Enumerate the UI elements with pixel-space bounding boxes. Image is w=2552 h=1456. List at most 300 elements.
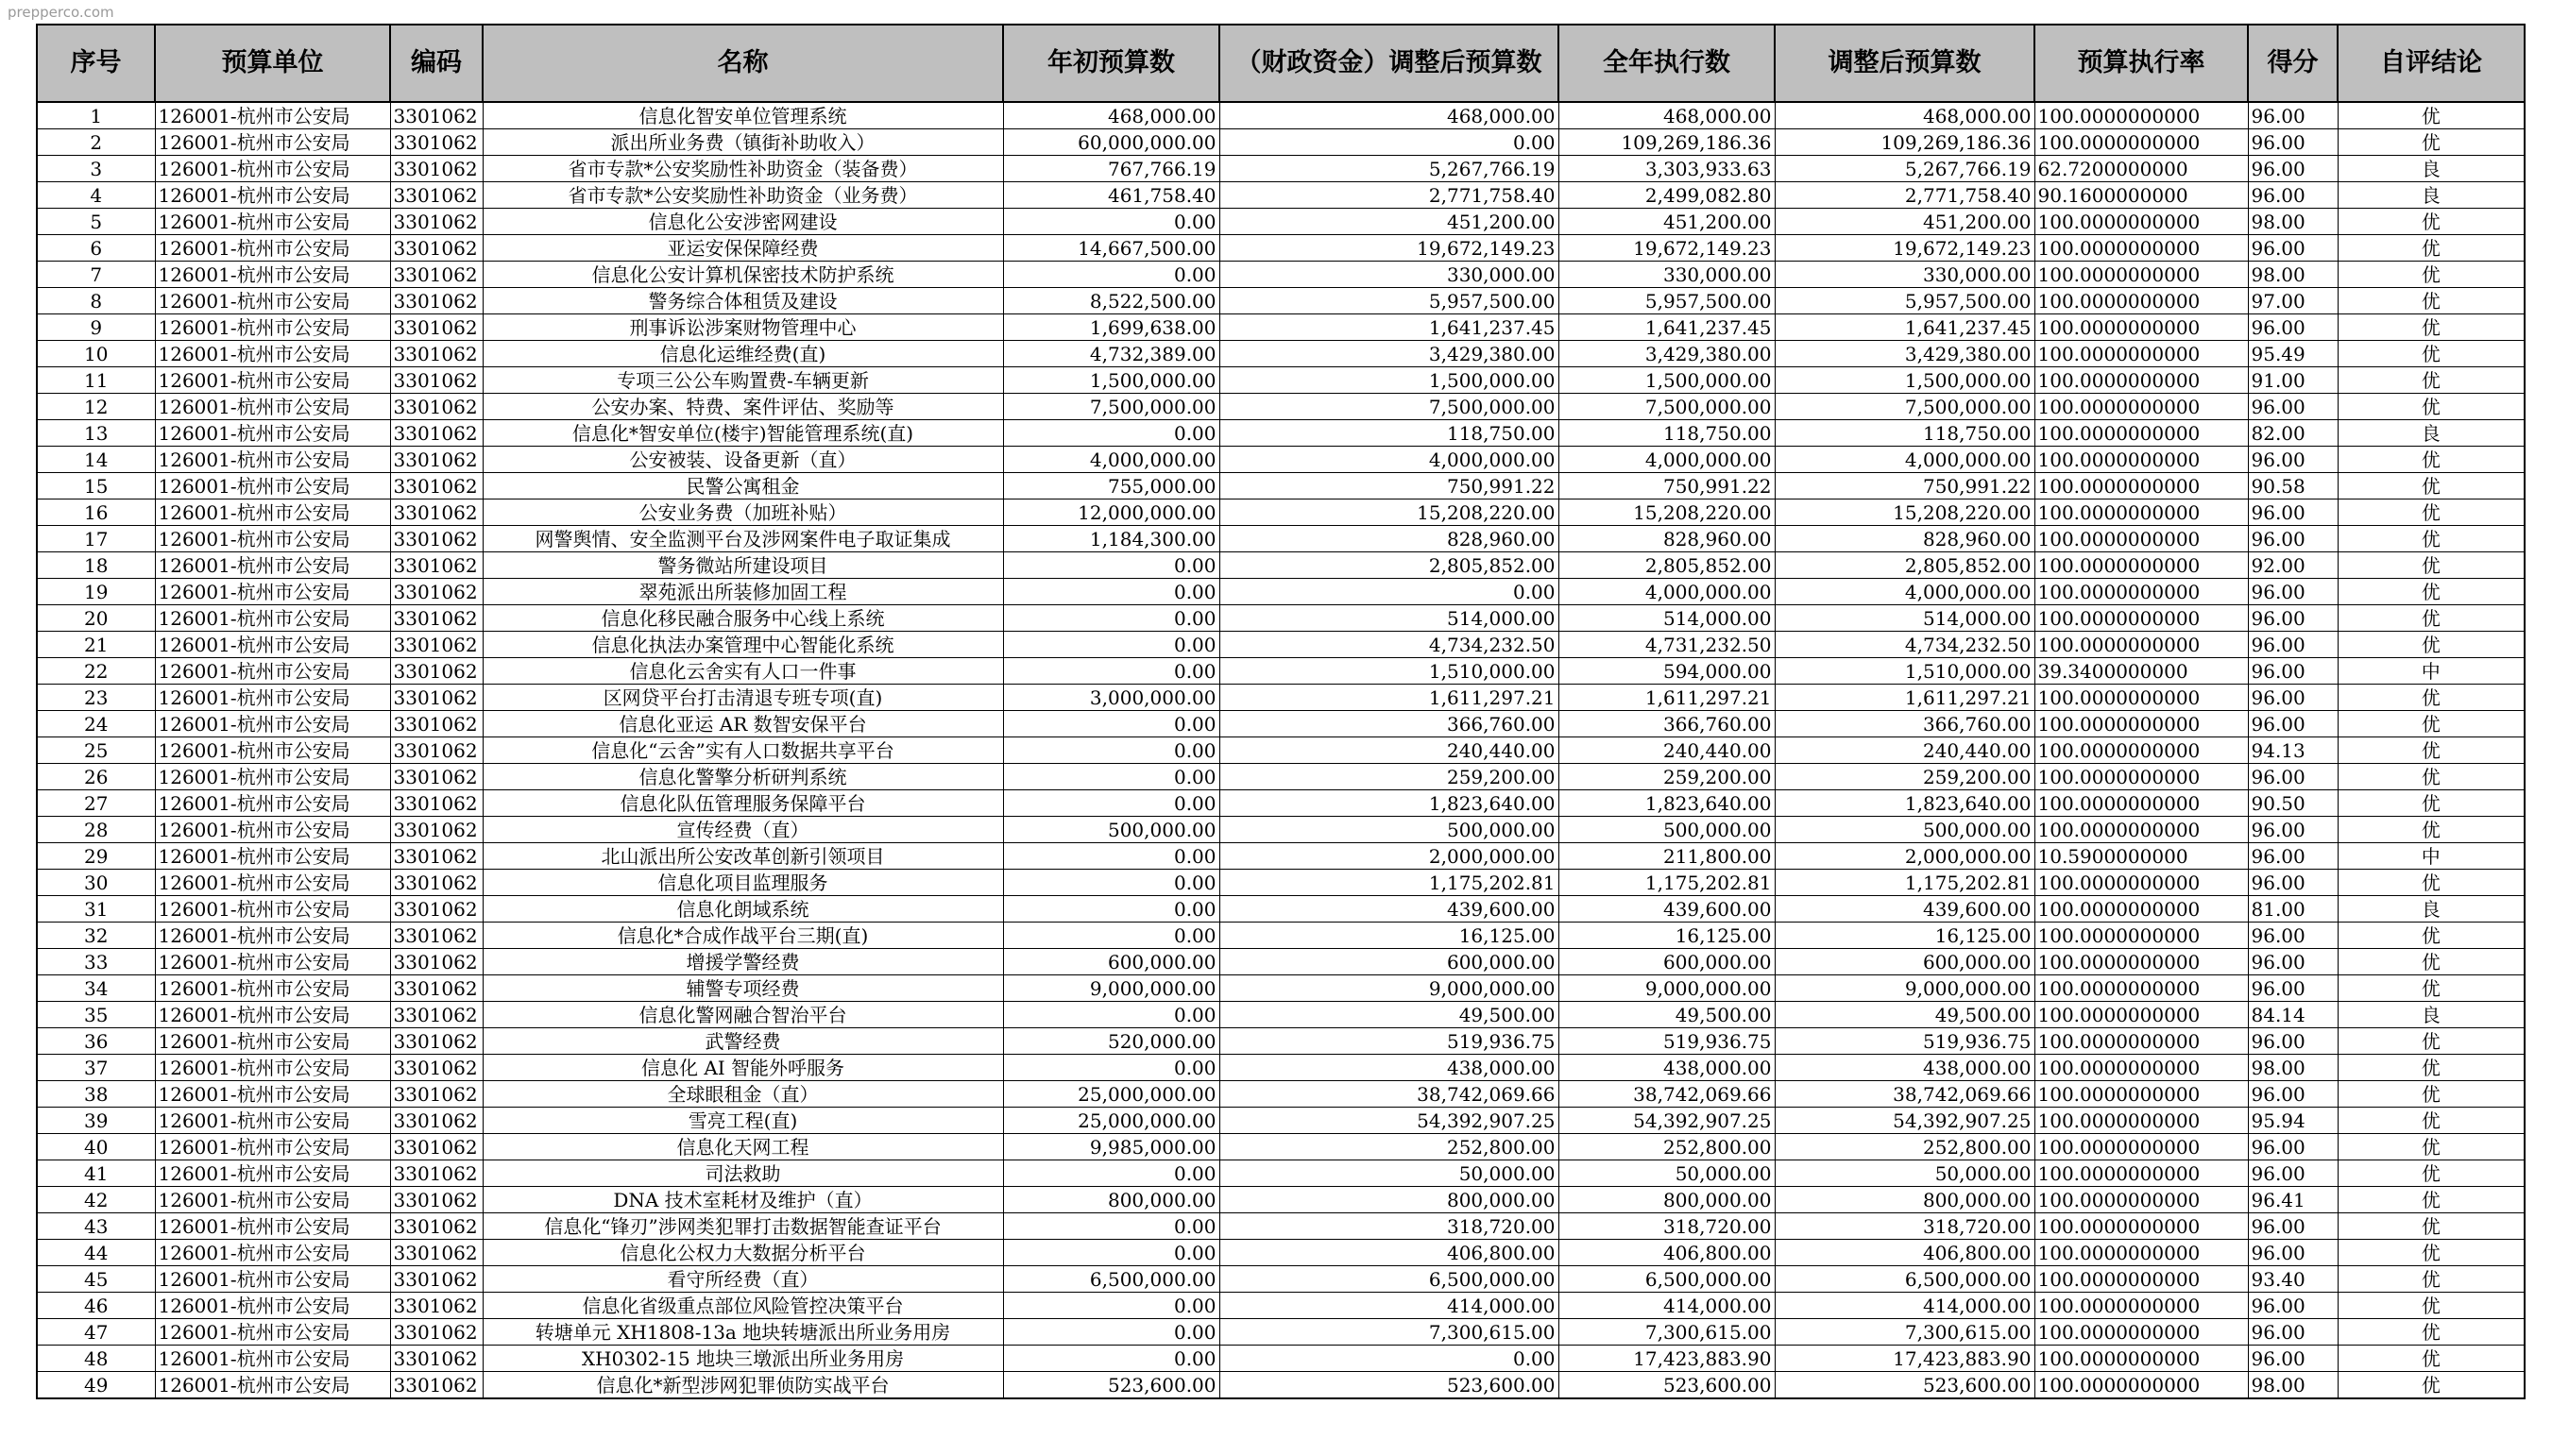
cell-adjusted-fiscal-budget: 451,200.00 [1219,209,1558,235]
cell-annual-execution: 3,429,380.00 [1558,341,1775,367]
cell-seq: 10 [37,341,155,367]
cell-annual-execution: 15,208,220.00 [1558,499,1775,526]
cell-adjusted-budget: 7,300,615.00 [1775,1319,2034,1346]
cell-code: 3301062 [390,129,483,156]
cell-initial-budget: 1,184,300.00 [1003,526,1219,552]
cell-unit: 126001-杭州市公安局 [155,1134,390,1160]
cell-code: 3301062 [390,737,483,764]
cell-adjusted-fiscal-budget: 15,208,220.00 [1219,499,1558,526]
cell-annual-execution: 439,600.00 [1558,896,1775,923]
cell-conclusion: 优 [2338,870,2525,896]
cell-conclusion: 优 [2338,737,2525,764]
cell-execution-rate: 100.0000000000 [2034,447,2248,473]
cell-score: 82.00 [2248,420,2338,447]
cell-name: 民警公寓租金 [483,473,1003,499]
cell-name: 派出所业务费（镇街补助收入） [483,129,1003,156]
cell-annual-execution: 2,499,082.80 [1558,182,1775,209]
table-body [37,102,2525,1398]
cell-conclusion: 优 [2338,1372,2525,1399]
cell-name: 信息化警擎分析研判系统 [483,764,1003,790]
cell-adjusted-fiscal-budget: 514,000.00 [1219,605,1558,632]
cell-code: 3301062 [390,1134,483,1160]
cell-code: 3301062 [390,447,483,473]
cell-conclusion: 优 [2338,314,2525,341]
cell-unit: 126001-杭州市公安局 [155,1081,390,1108]
cell-name: 刑事诉讼涉案财物管理中心 [483,314,1003,341]
cell-adjusted-fiscal-budget: 414,000.00 [1219,1293,1558,1319]
cell-score: 96.00 [2248,632,2338,658]
cell-name: 省市专款*公安奖励性补助资金（业务费） [483,182,1003,209]
cell-adjusted-budget: 5,267,766.19 [1775,156,2034,182]
cell-code: 3301062 [390,499,483,526]
cell-annual-execution: 414,000.00 [1558,1293,1775,1319]
cell-adjusted-fiscal-budget: 439,600.00 [1219,896,1558,923]
table-row [37,182,2525,209]
cell-score: 94.13 [2248,737,2338,764]
cell-code: 3301062 [390,262,483,288]
cell-conclusion: 优 [2338,711,2525,737]
cell-annual-execution: 600,000.00 [1558,949,1775,975]
cell-seq: 17 [37,526,155,552]
cell-seq: 2 [37,129,155,156]
cell-conclusion: 优 [2338,790,2525,817]
cell-code: 3301062 [390,1293,483,1319]
cell-execution-rate: 100.0000000000 [2034,1187,2248,1213]
cell-adjusted-budget: 19,672,149.23 [1775,235,2034,262]
cell-annual-execution: 800,000.00 [1558,1187,1775,1213]
cell-unit: 126001-杭州市公安局 [155,1028,390,1055]
cell-adjusted-budget: 514,000.00 [1775,605,2034,632]
cell-code: 3301062 [390,420,483,447]
cell-adjusted-budget: 259,200.00 [1775,764,2034,790]
cell-execution-rate: 100.0000000000 [2034,579,2248,605]
header-conclusion: 自评结论 [2338,25,2525,102]
cell-adjusted-budget: 406,800.00 [1775,1240,2034,1266]
cell-annual-execution: 468,000.00 [1558,102,1775,129]
cell-annual-execution: 1,500,000.00 [1558,367,1775,394]
cell-adjusted-budget: 500,000.00 [1775,817,2034,843]
cell-adjusted-fiscal-budget: 500,000.00 [1219,817,1558,843]
cell-score: 96.00 [2248,1346,2338,1372]
cell-score: 96.00 [2248,526,2338,552]
table-row [37,1372,2525,1399]
cell-code: 3301062 [390,1081,483,1108]
cell-code: 3301062 [390,1213,483,1240]
cell-seq: 21 [37,632,155,658]
cell-seq: 41 [37,1160,155,1187]
cell-execution-rate: 100.0000000000 [2034,1081,2248,1108]
cell-execution-rate: 100.0000000000 [2034,1346,2248,1372]
cell-name: 信息化云舍实有人口一件事 [483,658,1003,685]
cell-seq: 16 [37,499,155,526]
table-row [37,1055,2525,1081]
cell-score: 97.00 [2248,288,2338,314]
table-row [37,1213,2525,1240]
cell-code: 3301062 [390,367,483,394]
cell-adjusted-fiscal-budget: 519,936.75 [1219,1028,1558,1055]
cell-score: 91.00 [2248,367,2338,394]
cell-annual-execution: 54,392,907.25 [1558,1108,1775,1134]
cell-adjusted-budget: 828,960.00 [1775,526,2034,552]
cell-conclusion: 优 [2338,975,2525,1002]
cell-adjusted-budget: 15,208,220.00 [1775,499,2034,526]
cell-conclusion: 优 [2338,447,2525,473]
cell-adjusted-fiscal-budget: 600,000.00 [1219,949,1558,975]
cell-name: 信息化“云舍”实有人口数据共享平台 [483,737,1003,764]
cell-unit: 126001-杭州市公安局 [155,473,390,499]
cell-annual-execution: 523,600.00 [1558,1372,1775,1399]
cell-adjusted-fiscal-budget: 16,125.00 [1219,923,1558,949]
cell-execution-rate: 100.0000000000 [2034,288,2248,314]
table-row [37,1108,2525,1134]
cell-initial-budget: 0.00 [1003,1346,1219,1372]
cell-initial-budget: 755,000.00 [1003,473,1219,499]
cell-conclusion: 优 [2338,288,2525,314]
cell-annual-execution: 451,200.00 [1558,209,1775,235]
cell-annual-execution: 828,960.00 [1558,526,1775,552]
cell-adjusted-fiscal-budget: 7,500,000.00 [1219,394,1558,420]
cell-score: 96.00 [2248,102,2338,129]
cell-execution-rate: 100.0000000000 [2034,129,2248,156]
table-row [37,156,2525,182]
cell-seq: 25 [37,737,155,764]
cell-annual-execution: 1,641,237.45 [1558,314,1775,341]
cell-adjusted-fiscal-budget: 828,960.00 [1219,526,1558,552]
cell-code: 3301062 [390,341,483,367]
cell-execution-rate: 100.0000000000 [2034,790,2248,817]
cell-initial-budget: 468,000.00 [1003,102,1219,129]
cell-adjusted-fiscal-budget: 50,000.00 [1219,1160,1558,1187]
cell-score: 96.00 [2248,685,2338,711]
cell-seq: 20 [37,605,155,632]
cell-annual-execution: 49,500.00 [1558,1002,1775,1028]
cell-adjusted-fiscal-budget: 3,429,380.00 [1219,341,1558,367]
cell-unit: 126001-杭州市公安局 [155,1346,390,1372]
cell-adjusted-budget: 318,720.00 [1775,1213,2034,1240]
cell-name: 信息化执法办案管理中心智能化系统 [483,632,1003,658]
cell-execution-rate: 100.0000000000 [2034,605,2248,632]
cell-adjusted-budget: 330,000.00 [1775,262,2034,288]
table-row [37,314,2525,341]
cell-name: 信息化 AI 智能外呼服务 [483,1055,1003,1081]
cell-conclusion: 优 [2338,1160,2525,1187]
cell-adjusted-budget: 1,641,237.45 [1775,314,2034,341]
table-header-row [37,25,2525,102]
cell-unit: 126001-杭州市公安局 [155,1055,390,1081]
cell-annual-execution: 2,805,852.00 [1558,552,1775,579]
cell-unit: 126001-杭州市公安局 [155,367,390,394]
cell-initial-budget: 4,732,389.00 [1003,341,1219,367]
header-name: 名称 [483,25,1003,102]
cell-unit: 126001-杭州市公安局 [155,1319,390,1346]
cell-unit: 126001-杭州市公安局 [155,764,390,790]
cell-name: 信息化公安计算机保密技术防护系统 [483,262,1003,288]
cell-adjusted-fiscal-budget: 468,000.00 [1219,102,1558,129]
cell-adjusted-fiscal-budget: 523,600.00 [1219,1372,1558,1399]
table-row [37,341,2525,367]
cell-unit: 126001-杭州市公安局 [155,949,390,975]
cell-unit: 126001-杭州市公安局 [155,341,390,367]
cell-name: 区网贷平台打击清退专班专项(直) [483,685,1003,711]
cell-score: 96.00 [2248,314,2338,341]
cell-unit: 126001-杭州市公安局 [155,235,390,262]
cell-adjusted-fiscal-budget: 54,392,907.25 [1219,1108,1558,1134]
cell-unit: 126001-杭州市公安局 [155,209,390,235]
cell-conclusion: 优 [2338,394,2525,420]
cell-conclusion: 良 [2338,896,2525,923]
table-row [37,394,2525,420]
cell-name: 信息化省级重点部位风险管控决策平台 [483,1293,1003,1319]
cell-initial-budget: 0.00 [1003,896,1219,923]
cell-adjusted-budget: 3,429,380.00 [1775,341,2034,367]
cell-initial-budget: 0.00 [1003,843,1219,870]
cell-code: 3301062 [390,314,483,341]
cell-code: 3301062 [390,896,483,923]
cell-initial-budget: 500,000.00 [1003,817,1219,843]
cell-code: 3301062 [390,235,483,262]
table-row [37,209,2525,235]
cell-execution-rate: 100.0000000000 [2034,1372,2248,1399]
cell-unit: 126001-杭州市公安局 [155,288,390,314]
cell-annual-execution: 3,303,933.63 [1558,156,1775,182]
cell-code: 3301062 [390,764,483,790]
cell-seq: 22 [37,658,155,685]
cell-execution-rate: 10.5900000000 [2034,843,2248,870]
cell-unit: 126001-杭州市公安局 [155,1213,390,1240]
cell-score: 96.00 [2248,923,2338,949]
cell-name: 信息化项目监理服务 [483,870,1003,896]
cell-initial-budget: 0.00 [1003,1240,1219,1266]
cell-initial-budget: 461,758.40 [1003,182,1219,209]
table-row [37,102,2525,129]
cell-unit: 126001-杭州市公安局 [155,790,390,817]
cell-name: 信息化移民融合服务中心线上系统 [483,605,1003,632]
cell-annual-execution: 211,800.00 [1558,843,1775,870]
cell-seq: 34 [37,975,155,1002]
cell-name: 信息化公安涉密网建设 [483,209,1003,235]
cell-execution-rate: 100.0000000000 [2034,737,2248,764]
cell-name: 信息化“锋刃”涉网类犯罪打击数据智能查证平台 [483,1213,1003,1240]
cell-conclusion: 良 [2338,420,2525,447]
cell-code: 3301062 [390,473,483,499]
table-row [37,1134,2525,1160]
cell-score: 93.40 [2248,1266,2338,1293]
cell-adjusted-fiscal-budget: 19,672,149.23 [1219,235,1558,262]
cell-name: 警务微站所建设项目 [483,552,1003,579]
cell-name: 公安被装、设备更新（直） [483,447,1003,473]
cell-initial-budget: 0.00 [1003,764,1219,790]
cell-initial-budget: 0.00 [1003,262,1219,288]
cell-annual-execution: 4,000,000.00 [1558,579,1775,605]
cell-score: 98.00 [2248,262,2338,288]
cell-adjusted-budget: 451,200.00 [1775,209,2034,235]
cell-adjusted-budget: 1,611,297.21 [1775,685,2034,711]
cell-seq: 36 [37,1028,155,1055]
cell-adjusted-fiscal-budget: 240,440.00 [1219,737,1558,764]
cell-score: 96.00 [2248,156,2338,182]
cell-execution-rate: 100.0000000000 [2034,209,2248,235]
cell-adjusted-budget: 109,269,186.36 [1775,129,2034,156]
cell-initial-budget: 0.00 [1003,923,1219,949]
table-row [37,843,2525,870]
cell-execution-rate: 100.0000000000 [2034,394,2248,420]
cell-adjusted-fiscal-budget: 259,200.00 [1219,764,1558,790]
cell-unit: 126001-杭州市公安局 [155,870,390,896]
cell-adjusted-fiscal-budget: 406,800.00 [1219,1240,1558,1266]
cell-conclusion: 优 [2338,605,2525,632]
cell-score: 96.00 [2248,1213,2338,1240]
cell-score: 81.00 [2248,896,2338,923]
cell-annual-execution: 118,750.00 [1558,420,1775,447]
cell-annual-execution: 1,175,202.81 [1558,870,1775,896]
cell-score: 95.49 [2248,341,2338,367]
cell-adjusted-fiscal-budget: 750,991.22 [1219,473,1558,499]
cell-code: 3301062 [390,975,483,1002]
cell-adjusted-budget: 16,125.00 [1775,923,2034,949]
cell-annual-execution: 240,440.00 [1558,737,1775,764]
cell-execution-rate: 100.0000000000 [2034,870,2248,896]
cell-seq: 7 [37,262,155,288]
cell-adjusted-budget: 468,000.00 [1775,102,2034,129]
cell-initial-budget: 0.00 [1003,870,1219,896]
cell-seq: 32 [37,923,155,949]
cell-adjusted-budget: 2,000,000.00 [1775,843,2034,870]
cell-adjusted-budget: 2,805,852.00 [1775,552,2034,579]
cell-unit: 126001-杭州市公安局 [155,711,390,737]
cell-seq: 46 [37,1293,155,1319]
cell-name: 全球眼租金（直） [483,1081,1003,1108]
table-row [37,499,2525,526]
cell-conclusion: 优 [2338,817,2525,843]
cell-conclusion: 优 [2338,579,2525,605]
cell-adjusted-fiscal-budget: 5,267,766.19 [1219,156,1558,182]
cell-seq: 31 [37,896,155,923]
header-adjusted-budget: 调整后预算数 [1775,25,2034,102]
cell-unit: 126001-杭州市公安局 [155,394,390,420]
cell-annual-execution: 519,936.75 [1558,1028,1775,1055]
cell-name: 转塘单元 XH1808-13a 地块转塘派出所业务用房 [483,1319,1003,1346]
cell-conclusion: 优 [2338,473,2525,499]
cell-unit: 126001-杭州市公安局 [155,975,390,1002]
cell-unit: 126001-杭州市公安局 [155,605,390,632]
cell-score: 96.00 [2248,817,2338,843]
cell-conclusion: 优 [2338,685,2525,711]
cell-seq: 27 [37,790,155,817]
cell-execution-rate: 100.0000000000 [2034,341,2248,367]
cell-execution-rate: 100.0000000000 [2034,420,2248,447]
cell-adjusted-fiscal-budget: 366,760.00 [1219,711,1558,737]
cell-seq: 8 [37,288,155,314]
cell-name: 信息化队伍管理服务保障平台 [483,790,1003,817]
cell-execution-rate: 100.0000000000 [2034,1160,2248,1187]
cell-code: 3301062 [390,1372,483,1399]
cell-annual-execution: 38,742,069.66 [1558,1081,1775,1108]
cell-score: 95.94 [2248,1108,2338,1134]
cell-code: 3301062 [390,658,483,685]
cell-code: 3301062 [390,790,483,817]
cell-execution-rate: 90.1600000000 [2034,182,2248,209]
cell-conclusion: 中 [2338,658,2525,685]
cell-conclusion: 优 [2338,1055,2525,1081]
cell-conclusion: 优 [2338,1266,2525,1293]
cell-code: 3301062 [390,949,483,975]
cell-initial-budget: 25,000,000.00 [1003,1108,1219,1134]
cell-execution-rate: 100.0000000000 [2034,1134,2248,1160]
cell-initial-budget: 12,000,000.00 [1003,499,1219,526]
cell-score: 96.00 [2248,843,2338,870]
cell-annual-execution: 318,720.00 [1558,1213,1775,1240]
cell-score: 96.00 [2248,129,2338,156]
cell-score: 90.58 [2248,473,2338,499]
table-row [37,975,2525,1002]
cell-conclusion: 优 [2338,526,2525,552]
cell-conclusion: 优 [2338,1213,2525,1240]
cell-initial-budget: 9,000,000.00 [1003,975,1219,1002]
cell-annual-execution: 366,760.00 [1558,711,1775,737]
cell-initial-budget: 0.00 [1003,658,1219,685]
cell-conclusion: 优 [2338,262,2525,288]
cell-name: 信息化公权力大数据分析平台 [483,1240,1003,1266]
cell-initial-budget: 25,000,000.00 [1003,1081,1219,1108]
table-row [37,129,2525,156]
table-row [37,1160,2525,1187]
cell-seq: 42 [37,1187,155,1213]
cell-name: 公安办案、特费、案件评估、奖励等 [483,394,1003,420]
cell-unit: 126001-杭州市公安局 [155,1187,390,1213]
cell-seq: 6 [37,235,155,262]
cell-code: 3301062 [390,632,483,658]
cell-name: 武警经费 [483,1028,1003,1055]
cell-conclusion: 良 [2338,182,2525,209]
cell-adjusted-budget: 54,392,907.25 [1775,1108,2034,1134]
table-row [37,817,2525,843]
cell-conclusion: 优 [2338,499,2525,526]
cell-code: 3301062 [390,1319,483,1346]
cell-score: 96.00 [2248,949,2338,975]
cell-adjusted-budget: 7,500,000.00 [1775,394,2034,420]
cell-code: 3301062 [390,394,483,420]
cell-unit: 126001-杭州市公安局 [155,420,390,447]
cell-seq: 23 [37,685,155,711]
cell-unit: 126001-杭州市公安局 [155,156,390,182]
cell-execution-rate: 100.0000000000 [2034,473,2248,499]
cell-initial-budget: 0.00 [1003,605,1219,632]
cell-unit: 126001-杭州市公安局 [155,579,390,605]
cell-seq: 47 [37,1319,155,1346]
cell-code: 3301062 [390,552,483,579]
cell-name: 信息化*智安单位(楼宇)智能管理系统(直) [483,420,1003,447]
cell-adjusted-fiscal-budget: 38,742,069.66 [1219,1081,1558,1108]
cell-annual-execution: 7,300,615.00 [1558,1319,1775,1346]
cell-adjusted-budget: 38,742,069.66 [1775,1081,2034,1108]
cell-adjusted-fiscal-budget: 1,510,000.00 [1219,658,1558,685]
table-row [37,658,2525,685]
header-initial-budget: 年初预算数 [1003,25,1219,102]
cell-annual-execution: 6,500,000.00 [1558,1266,1775,1293]
cell-adjusted-fiscal-budget: 438,000.00 [1219,1055,1558,1081]
cell-conclusion: 良 [2338,156,2525,182]
table-row [37,1028,2525,1055]
cell-score: 96.00 [2248,1134,2338,1160]
cell-adjusted-budget: 1,510,000.00 [1775,658,2034,685]
cell-execution-rate: 100.0000000000 [2034,235,2248,262]
cell-adjusted-fiscal-budget: 0.00 [1219,579,1558,605]
cell-score: 96.00 [2248,870,2338,896]
cell-adjusted-fiscal-budget: 1,175,202.81 [1219,870,1558,896]
cell-conclusion: 优 [2338,1293,2525,1319]
cell-score: 84.14 [2248,1002,2338,1028]
table-row [37,764,2525,790]
